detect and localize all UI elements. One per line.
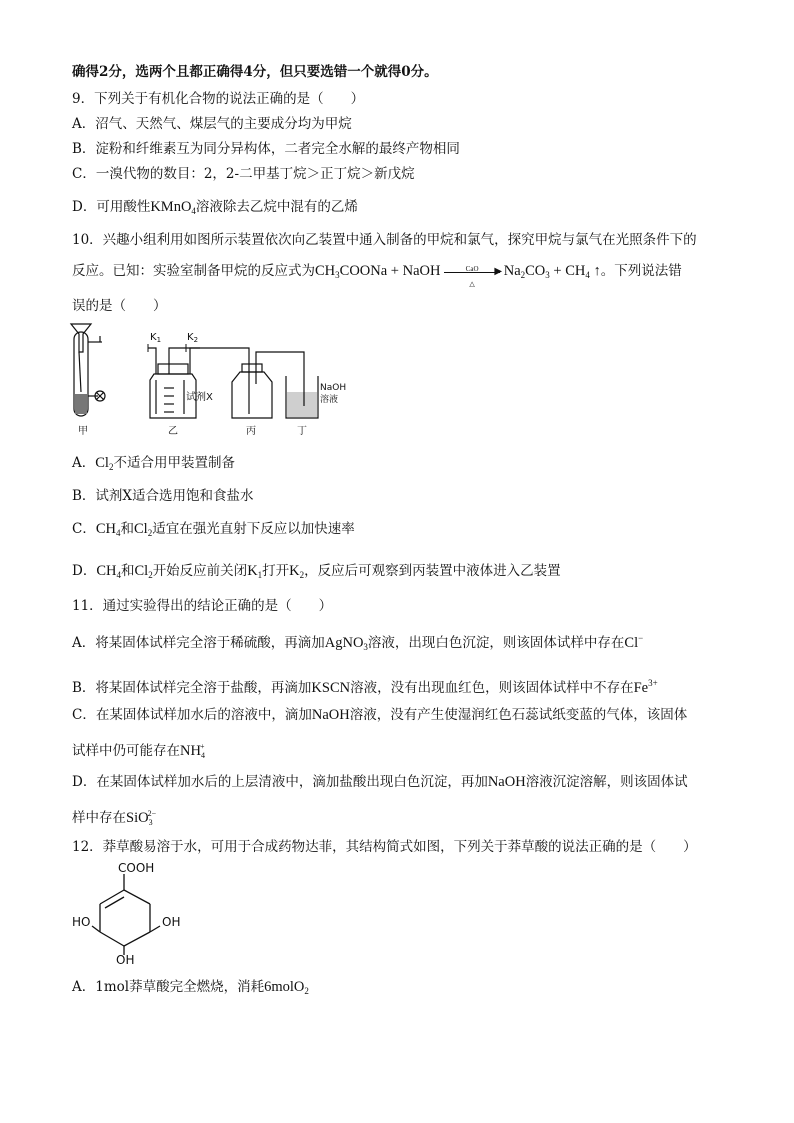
- methane-reaction-equation: $CH_3COONa$ + NaOH CaO ▶ △ $Na_2CO_3 + CH_4$ ↑: [315, 263, 601, 288]
- naoh-label: NaOH: [320, 383, 347, 393]
- q11-stem: 11．通过实验得出的结论正确的是（ ）: [72, 598, 333, 614]
- q12-option-a: A．1mol莽草酸完全燃烧，消耗6molO$_2$: [72, 979, 309, 996]
- q10-option-d: D．$CH_4$和$Cl_2$开始反应前关闭$K_1$打开$K_2$，反应后可观察到丙装置中液体进入乙装置: [72, 563, 561, 580]
- valve-k1: [148, 332, 161, 352]
- q10-option-a: A．$Cl_2$不适合用甲装置制备: [72, 455, 235, 472]
- oh-right-label: OH: [162, 915, 181, 929]
- q10-stem-line1: 10．兴趣小组利用如图所示装置依次向乙装置中通入制备的甲烷和氯气，探究甲烷与氯气在光照条件下的: [72, 232, 697, 248]
- k1-label: $K_1$: [150, 332, 162, 344]
- apparatus-figure: [66, 322, 366, 440]
- q12-stem: 12．莽草酸易溶于水，可用于合成药物达菲，其结构简式如图，下列关于莽草酸的说法正确的是（ ）: [72, 839, 697, 855]
- k2-label: $K_2$: [187, 332, 199, 344]
- solution-label: 溶液: [320, 395, 339, 405]
- valve-k2: [186, 332, 198, 352]
- q10-option-c: C．$CH_4$和$Cl_2$适宜在强光直射下反应以加快速率: [72, 521, 355, 538]
- label-bing: 丙: [246, 426, 256, 437]
- cooh-label: COOH: [118, 861, 155, 875]
- reagent-x-label: 试剂X: [186, 392, 213, 403]
- q10-stem-line3: 误的是（ ）: [72, 298, 167, 314]
- q9-option-d: D．可用酸性KMnO$_4$溶液除去乙烷中混有的乙烯: [72, 199, 358, 216]
- q11-option-c-line2: 试样中仍可能存在$NH_4^+$: [72, 742, 205, 760]
- apparatus-ding: [286, 376, 318, 418]
- label-yi: 乙: [168, 426, 178, 437]
- q9-option-a: A．沼气、天然气、煤层气的主要成分均为甲烷: [72, 116, 352, 132]
- kmno4-formula: KMnO$_4$: [150, 199, 196, 216]
- apparatus-jia: [71, 324, 105, 416]
- q11-option-d-line2: 样中存在SiO$_3^{2-}$: [72, 809, 157, 827]
- q9-stem: 9．下列关于有机化合物的说法正确的是（ ）: [72, 91, 365, 107]
- q11-option-a: A．将某固体试样完全溶于稀硫酸，再滴加AgNO$_3$溶液，出现白色沉淀，则该固体试样中存在Cl−: [72, 633, 644, 652]
- oh-bottom-label: OH: [116, 953, 135, 964]
- shikimic-acid-structure: [70, 858, 200, 964]
- q11-option-d-line1: D．在某固体试样加水后的上层清液中，滴加盐酸出现白色沉淀，再加NaOH溶液沉淀溶解，则该固体试: [72, 774, 688, 790]
- q11-option-b: B．将某固体试样完全溶于盐酸，再滴加KSCN溶液，没有出现血红色，则该固体试样中不存在$Fe^{3+}$: [72, 678, 658, 696]
- q10-stem-line2: 反应。已知：实验室制备甲烷的反应式为$CH_3COONa$ + NaOH CaO ▶ △ $Na_2CO_3 + CH_4$ ↑。下列说法错: [72, 263, 682, 288]
- apparatus-yi: [150, 364, 196, 418]
- label-ding: 丁: [297, 426, 307, 437]
- label-jia: 甲: [78, 426, 88, 437]
- scoring-rule-text: 确得2分，选两个且都正确得4分，但只要选错一个就得0分。: [72, 64, 438, 80]
- q11-option-c-line1: C．在某固体试样加水后的溶液中，滴加NaOH溶液，没有产生使湿润红色石蕊试纸变蓝的气体，该固体: [72, 707, 688, 723]
- q9-option-c: C．一溴代物的数目：2，2-二甲基丁烷＞正丁烷＞新戊烷: [72, 166, 415, 182]
- reaction-arrow: CaO ▶ △: [444, 265, 500, 279]
- q9-option-b: B．淀粉和纤维素互为同分异构体，二者完全水解的最终产物相同: [72, 141, 460, 157]
- ho-left-label: HO: [72, 915, 91, 929]
- q10-option-b: B．试剂X适合选用饱和食盐水: [72, 488, 254, 504]
- apparatus-bing: [232, 364, 272, 418]
